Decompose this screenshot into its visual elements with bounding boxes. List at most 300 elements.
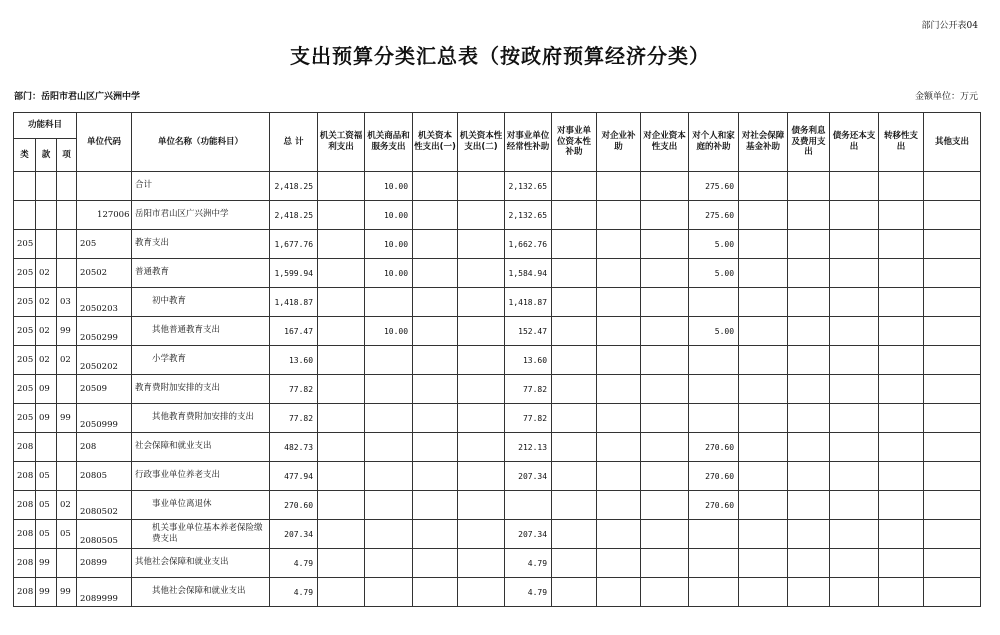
cell-c4: [458, 346, 505, 375]
cell-c11: [788, 288, 830, 317]
cell-c11: [788, 462, 830, 491]
cell-unit-name: 其他社会保障和就业支出: [132, 549, 270, 578]
table-row: [14, 520, 981, 549]
cell-c9: [689, 520, 739, 549]
cell-c14: [924, 346, 981, 375]
cell-c4: [458, 172, 505, 201]
cell-c3: [413, 433, 458, 462]
cell-c1: [318, 201, 365, 230]
cell-c4: [458, 259, 505, 288]
cell-xiang: [57, 433, 77, 462]
cell-c1: [318, 230, 365, 259]
cell-c14: [924, 317, 981, 346]
cell-c5: 1,662.76: [505, 230, 552, 259]
cell-xiang: 99: [57, 404, 77, 433]
table-row: [14, 317, 981, 346]
cell-c1: [318, 462, 365, 491]
cell-unit-name: 事业单位离退休: [132, 491, 270, 520]
cell-c4: [458, 375, 505, 404]
cell-total: 4.79: [270, 578, 318, 607]
cell-c14: [924, 172, 981, 201]
cell-c13: [879, 578, 924, 607]
cell-c6: [552, 317, 597, 346]
cell-c12: [830, 462, 879, 491]
cell-c8: [641, 259, 689, 288]
cell-c3: [413, 288, 458, 317]
cell-xiang: [57, 172, 77, 201]
cell-c9: [689, 375, 739, 404]
cell-c8: [641, 172, 689, 201]
cell-kuan: [36, 433, 57, 462]
cell-c2: [365, 433, 413, 462]
cell-lei: 208: [14, 520, 36, 549]
header-func-subject: 功能科目: [14, 113, 77, 139]
cell-c8: [641, 230, 689, 259]
cell-xiang: [57, 549, 77, 578]
header-kuan: 款: [36, 139, 57, 172]
cell-lei: [14, 172, 36, 201]
cell-c7: [597, 288, 641, 317]
cell-c3: [413, 462, 458, 491]
cell-c12: [830, 404, 879, 433]
cell-c10: [739, 491, 788, 520]
cell-c14: [924, 520, 981, 549]
header-c5: 对事业单位经常性补助: [505, 113, 552, 172]
cell-c8: [641, 578, 689, 607]
cell-c9: 270.60: [689, 462, 739, 491]
cell-c6: [552, 346, 597, 375]
table-row: [14, 230, 981, 259]
cell-c14: [924, 462, 981, 491]
cell-c11: [788, 433, 830, 462]
cell-c10: [739, 317, 788, 346]
table-row: [14, 549, 981, 578]
cell-c7: [597, 230, 641, 259]
table-row: [14, 404, 981, 433]
cell-c3: [413, 375, 458, 404]
header-c7: 对企业补助: [597, 113, 641, 172]
cell-xiang: 02: [57, 491, 77, 520]
table-body: [14, 172, 981, 607]
header-lei: 类: [14, 139, 36, 172]
header-unit-code: 单位代码: [77, 113, 132, 172]
table-header: [14, 113, 981, 172]
cell-c6: [552, 462, 597, 491]
cell-c4: [458, 201, 505, 230]
cell-c2: [365, 462, 413, 491]
cell-kuan: [36, 172, 57, 201]
cell-c10: [739, 259, 788, 288]
cell-c10: [739, 375, 788, 404]
cell-kuan: 02: [36, 317, 57, 346]
cell-unit-name: 普通教育: [132, 259, 270, 288]
cell-kuan: 05: [36, 520, 57, 549]
cell-c10: [739, 201, 788, 230]
cell-total: 270.60: [270, 491, 318, 520]
cell-c1: [318, 433, 365, 462]
cell-unit-code: 20805: [77, 462, 132, 491]
cell-c11: [788, 491, 830, 520]
table-row: [14, 172, 981, 201]
cell-c2: [365, 375, 413, 404]
header-c13: 转移性支出: [879, 113, 924, 172]
cell-c5: 1,584.94: [505, 259, 552, 288]
header-total: 总 计: [270, 113, 318, 172]
cell-c3: [413, 317, 458, 346]
cell-unit-code: 2080502: [77, 491, 132, 520]
cell-c6: [552, 375, 597, 404]
cell-c3: [413, 230, 458, 259]
cell-kuan: 09: [36, 404, 57, 433]
cell-c12: [830, 433, 879, 462]
cell-c2: [365, 549, 413, 578]
cell-c10: [739, 549, 788, 578]
cell-c2: [365, 288, 413, 317]
cell-c5: 4.79: [505, 549, 552, 578]
cell-c9: [689, 346, 739, 375]
cell-c12: [830, 172, 879, 201]
cell-c8: [641, 433, 689, 462]
cell-c8: [641, 317, 689, 346]
cell-c1: [318, 491, 365, 520]
cell-c3: [413, 172, 458, 201]
cell-c2: [365, 578, 413, 607]
cell-lei: 205: [14, 375, 36, 404]
cell-total: 207.34: [270, 520, 318, 549]
cell-c3: [413, 201, 458, 230]
cell-c14: [924, 549, 981, 578]
cell-c5: 207.34: [505, 462, 552, 491]
cell-c10: [739, 346, 788, 375]
cell-c2: [365, 346, 413, 375]
table-row: [14, 288, 981, 317]
cell-c12: [830, 520, 879, 549]
cell-xiang: [57, 462, 77, 491]
cell-kuan: [36, 201, 57, 230]
cell-c2: 10.00: [365, 317, 413, 346]
table-row: [14, 433, 981, 462]
header-c4: 机关资本性支出(二): [458, 113, 505, 172]
cell-c14: [924, 288, 981, 317]
cell-c1: [318, 317, 365, 346]
cell-c6: [552, 549, 597, 578]
cell-c11: [788, 317, 830, 346]
table-row: [14, 259, 981, 288]
header-c14: 其他支出: [924, 113, 981, 172]
cell-c14: [924, 404, 981, 433]
cell-c4: [458, 288, 505, 317]
cell-c1: [318, 404, 365, 433]
cell-c1: [318, 259, 365, 288]
header-c10: 对社会保障基金补助: [739, 113, 788, 172]
cell-unit-name: 机关事业单位基本养老保险缴费支出: [132, 520, 270, 549]
cell-c14: [924, 578, 981, 607]
cell-c9: 270.60: [689, 433, 739, 462]
cell-unit-code: 205: [77, 230, 132, 259]
cell-c8: [641, 288, 689, 317]
cell-total: 482.73: [270, 433, 318, 462]
cell-lei: 208: [14, 549, 36, 578]
cell-c14: [924, 375, 981, 404]
cell-c8: [641, 462, 689, 491]
cell-c2: [365, 404, 413, 433]
cell-c9: [689, 288, 739, 317]
cell-c11: [788, 201, 830, 230]
cell-c7: [597, 491, 641, 520]
cell-c1: [318, 375, 365, 404]
cell-kuan: 05: [36, 462, 57, 491]
cell-c14: [924, 433, 981, 462]
form-code: 部门公开表04: [921, 21, 978, 31]
cell-c5: 4.79: [505, 578, 552, 607]
cell-total: 77.82: [270, 375, 318, 404]
cell-c13: [879, 230, 924, 259]
cell-c9: 5.00: [689, 230, 739, 259]
cell-c11: [788, 549, 830, 578]
header-c1: 机关工资福利支出: [318, 113, 365, 172]
cell-xiang: 03: [57, 288, 77, 317]
cell-unit-name: 其他社会保障和就业支出: [132, 578, 270, 607]
cell-c9: [689, 549, 739, 578]
cell-unit-name: 社会保障和就业支出: [132, 433, 270, 462]
cell-kuan: [36, 230, 57, 259]
cell-c8: [641, 201, 689, 230]
header-unit-name: 单位名称（功能科目）: [132, 113, 270, 172]
cell-c13: [879, 172, 924, 201]
cell-c2: 10.00: [365, 172, 413, 201]
cell-c3: [413, 578, 458, 607]
cell-lei: [14, 201, 36, 230]
cell-c7: [597, 549, 641, 578]
header-c3: 机关资本性支出(一): [413, 113, 458, 172]
cell-xiang: [57, 201, 77, 230]
header-c8: 对企业资本性支出: [641, 113, 689, 172]
cell-c4: [458, 549, 505, 578]
cell-c13: [879, 288, 924, 317]
cell-c9: 5.00: [689, 317, 739, 346]
cell-unit-code: 20899: [77, 549, 132, 578]
cell-c10: [739, 578, 788, 607]
header-c6: 对事业单位资本性补助: [552, 113, 597, 172]
cell-c6: [552, 230, 597, 259]
cell-kuan: 09: [36, 375, 57, 404]
cell-unit-name: 岳阳市君山区广兴洲中学: [132, 201, 270, 230]
cell-c8: [641, 404, 689, 433]
cell-c9: [689, 404, 739, 433]
cell-c9: 270.60: [689, 491, 739, 520]
cell-c7: [597, 346, 641, 375]
cell-c6: [552, 491, 597, 520]
table-row: [14, 346, 981, 375]
cell-c5: 2,132.65: [505, 201, 552, 230]
cell-xiang: 02: [57, 346, 77, 375]
cell-c5: [505, 491, 552, 520]
cell-c10: [739, 462, 788, 491]
cell-c12: [830, 317, 879, 346]
cell-c3: [413, 520, 458, 549]
cell-c12: [830, 578, 879, 607]
cell-c13: [879, 201, 924, 230]
cell-c6: [552, 201, 597, 230]
cell-unit-code: 2050202: [77, 346, 132, 375]
cell-c6: [552, 433, 597, 462]
cell-c13: [879, 433, 924, 462]
cell-c9: [689, 578, 739, 607]
cell-c14: [924, 491, 981, 520]
cell-c12: [830, 201, 879, 230]
cell-c11: [788, 578, 830, 607]
cell-c12: [830, 230, 879, 259]
cell-lei: 208: [14, 578, 36, 607]
cell-c5: 77.82: [505, 375, 552, 404]
cell-c1: [318, 346, 365, 375]
cell-total: 2,418.25: [270, 172, 318, 201]
cell-c14: [924, 230, 981, 259]
department-label: 部门：岳阳市君山区广兴洲中学: [14, 92, 141, 102]
cell-lei: 208: [14, 491, 36, 520]
cell-total: 1,418.87: [270, 288, 318, 317]
cell-c13: [879, 346, 924, 375]
cell-c12: [830, 259, 879, 288]
cell-c13: [879, 520, 924, 549]
cell-c2: 10.00: [365, 201, 413, 230]
cell-unit-code: 2089999: [77, 578, 132, 607]
cell-c12: [830, 288, 879, 317]
cell-c5: 212.13: [505, 433, 552, 462]
cell-c13: [879, 317, 924, 346]
cell-c7: [597, 201, 641, 230]
cell-c10: [739, 288, 788, 317]
cell-xiang: 99: [57, 578, 77, 607]
cell-xiang: 99: [57, 317, 77, 346]
cell-c13: [879, 549, 924, 578]
cell-c7: [597, 404, 641, 433]
cell-c6: [552, 520, 597, 549]
cell-c11: [788, 404, 830, 433]
cell-c6: [552, 172, 597, 201]
cell-unit-name: 其他教育费附加安排的支出: [132, 404, 270, 433]
cell-xiang: [57, 259, 77, 288]
cell-c8: [641, 549, 689, 578]
cell-c1: [318, 288, 365, 317]
cell-total: 4.79: [270, 549, 318, 578]
cell-c11: [788, 172, 830, 201]
cell-c4: [458, 404, 505, 433]
cell-total: 13.60: [270, 346, 318, 375]
cell-c1: [318, 578, 365, 607]
cell-c7: [597, 317, 641, 346]
cell-c4: [458, 520, 505, 549]
cell-lei: 208: [14, 462, 36, 491]
cell-unit-code: [77, 172, 132, 201]
cell-c7: [597, 259, 641, 288]
cell-c10: [739, 230, 788, 259]
cell-c5: 2,132.65: [505, 172, 552, 201]
cell-c12: [830, 549, 879, 578]
cell-c4: [458, 433, 505, 462]
cell-c8: [641, 491, 689, 520]
cell-c4: [458, 230, 505, 259]
cell-c13: [879, 404, 924, 433]
header-c12: 债务还本支出: [830, 113, 879, 172]
cell-c4: [458, 462, 505, 491]
cell-c6: [552, 404, 597, 433]
cell-unit-code: 20509: [77, 375, 132, 404]
cell-c5: 77.82: [505, 404, 552, 433]
cell-c6: [552, 288, 597, 317]
cell-c6: [552, 259, 597, 288]
budget-table: [13, 112, 981, 607]
header-c11: 债务利息及费用支出: [788, 113, 830, 172]
cell-lei: 208: [14, 433, 36, 462]
header-c2: 机关商品和服务支出: [365, 113, 413, 172]
cell-c12: [830, 491, 879, 520]
cell-c3: [413, 259, 458, 288]
cell-c13: [879, 462, 924, 491]
cell-unit-name: 其他普通教育支出: [132, 317, 270, 346]
cell-c11: [788, 230, 830, 259]
cell-c2: [365, 491, 413, 520]
cell-total: 77.82: [270, 404, 318, 433]
page-title: 支出预算分类汇总表（按政府预算经济分类）: [290, 44, 710, 68]
cell-unit-name: 小学教育: [132, 346, 270, 375]
cell-xiang: 05: [57, 520, 77, 549]
header-c9: 对个人和家庭的补助: [689, 113, 739, 172]
cell-unit-name: 教育费附加安排的支出: [132, 375, 270, 404]
cell-unit-code: 2050999: [77, 404, 132, 433]
cell-unit-name: 行政事业单位养老支出: [132, 462, 270, 491]
cell-c2: 10.00: [365, 259, 413, 288]
table-row: [14, 578, 981, 607]
cell-total: 477.94: [270, 462, 318, 491]
cell-c1: [318, 172, 365, 201]
cell-c11: [788, 520, 830, 549]
cell-unit-name: 教育支出: [132, 230, 270, 259]
cell-c6: [552, 578, 597, 607]
cell-c4: [458, 578, 505, 607]
cell-total: 2,418.25: [270, 201, 318, 230]
cell-c13: [879, 491, 924, 520]
cell-kuan: 05: [36, 491, 57, 520]
cell-c9: 5.00: [689, 259, 739, 288]
cell-c12: [830, 346, 879, 375]
cell-c2: [365, 520, 413, 549]
cell-c8: [641, 520, 689, 549]
cell-c7: [597, 578, 641, 607]
cell-c2: 10.00: [365, 230, 413, 259]
cell-c1: [318, 520, 365, 549]
cell-lei: 205: [14, 230, 36, 259]
cell-c5: 152.47: [505, 317, 552, 346]
cell-c11: [788, 259, 830, 288]
cell-c7: [597, 172, 641, 201]
cell-unit-code: 20502: [77, 259, 132, 288]
table-row: [14, 375, 981, 404]
cell-c10: [739, 172, 788, 201]
cell-c9: 275.60: [689, 172, 739, 201]
cell-c12: [830, 375, 879, 404]
table-row: [14, 491, 981, 520]
table-row: [14, 462, 981, 491]
header-xiang: 项: [57, 139, 77, 172]
cell-unit-name: 初中教育: [132, 288, 270, 317]
table-row: [14, 201, 981, 230]
cell-c1: [318, 549, 365, 578]
cell-c4: [458, 491, 505, 520]
cell-c14: [924, 259, 981, 288]
cell-lei: 205: [14, 404, 36, 433]
cell-c4: [458, 317, 505, 346]
